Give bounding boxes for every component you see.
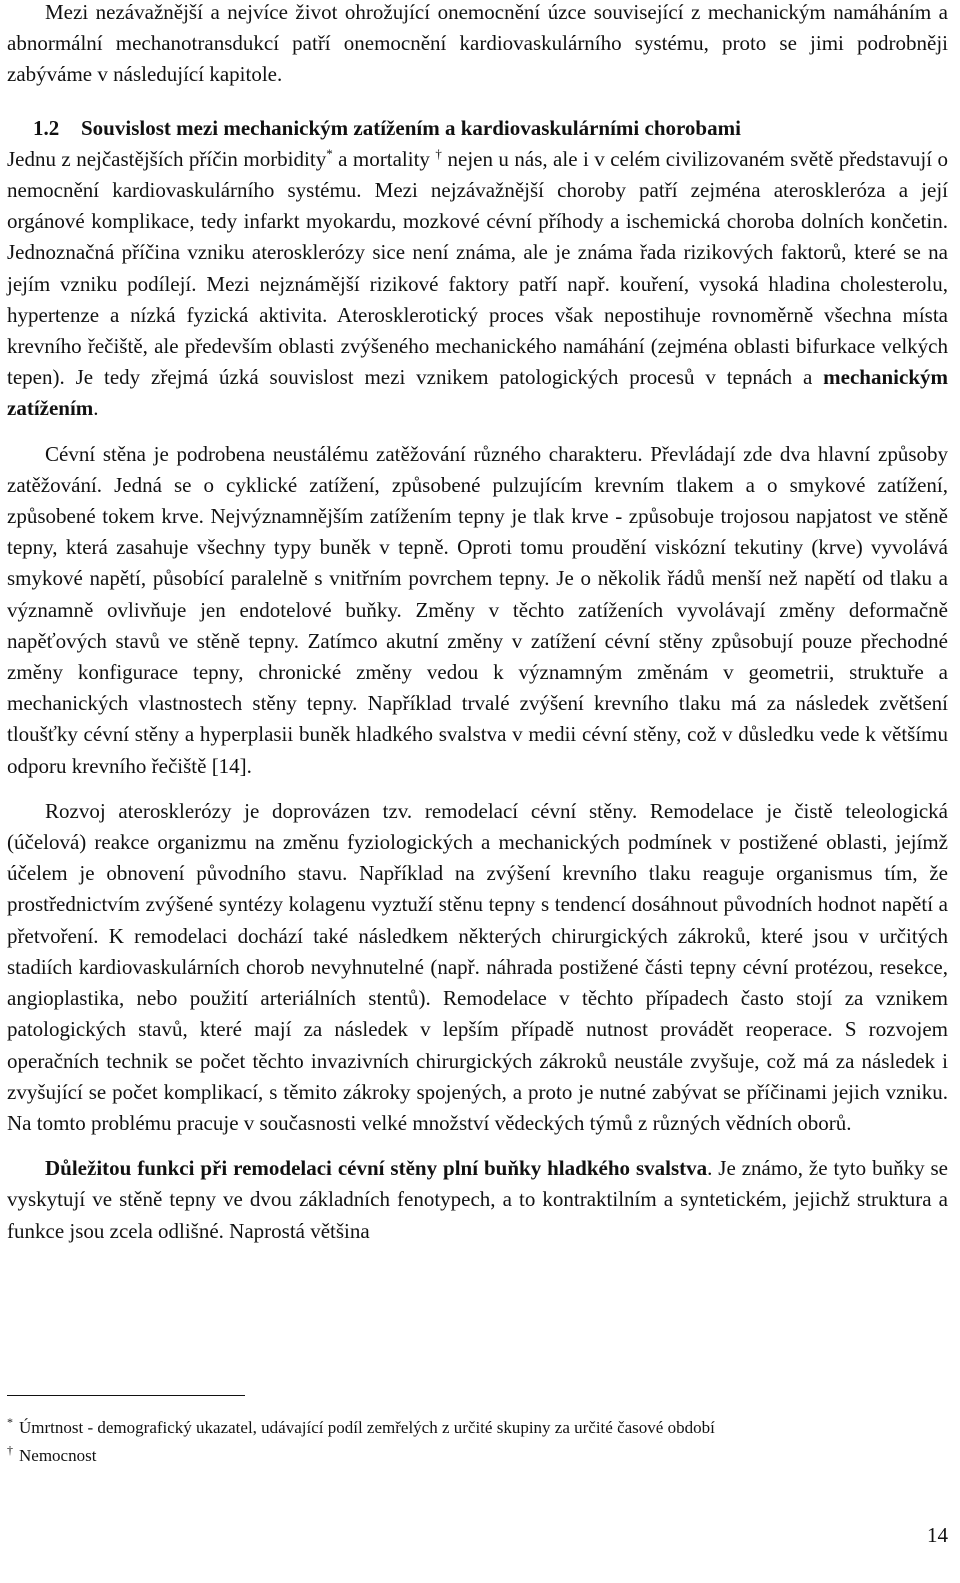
section-heading [7, 113, 948, 144]
paragraph-4 [7, 1153, 948, 1247]
footnotes [7, 1395, 948, 1470]
paragraph-3 [7, 796, 948, 1139]
paragraph-1-emphasis: mechanickým zatížením [7, 365, 948, 421]
footnote-ref-1: * [326, 145, 333, 161]
footnote-2-text: Nemocnost [19, 1446, 97, 1465]
footnote-ref-2: † [435, 145, 443, 161]
intro-paragraph [7, 0, 948, 91]
paragraph-1-text-a: Jednu z nejčastějších příčin morbidity [7, 146, 327, 171]
footnote-1-text: Úmrtnost - demografický ukazatel, udávající podíl zemřelých z určité skupiny za určité časové období [19, 1418, 715, 1437]
footnote-divider [7, 1395, 245, 1396]
footnote-2-mark: † [7, 1443, 13, 1457]
paragraph-1-end: . [93, 396, 99, 421]
page-number: 14 [927, 1523, 948, 1547]
paragraph-4-emphasis: Důležitou funkci při remodelaci cévní stěny plní buňky hladkého svalstva [45, 1156, 708, 1181]
paragraph-1-text-c: nejen u nás, ale i v celém civilizovaném světě představují o nemocnění kardiovaskulárního systému. Mezi nejzávažnější choroby patří zejména ateroskleróza a její orgánové komplikace, tedy infarkt myokardu, mozkové cévní příhody a ischemická choroba dolních končetin. Jednoznačná příčina vzniku aterosklerózy sice není známa, ale je známa řada rizikových faktorů, které se na jejím vzniku podílejí. Mezi nejznámější rizikové faktory patří např. kouření, vysoká hladina cholesterolu, hypertenze a nízká fyzická aktivita. Aterosklerotický proces však nepostihuje rovnoměrně všechna místa krevního řečiště, ale především oblasti zvýšeného mechanického namáhání (zejména oblasti bifurkace velkých tepen). Je tedy zřejmá úzká souvislost mezi vznikem patologických procesů v tepnách a [7, 146, 949, 390]
section-number: 1.2 [33, 115, 60, 140]
paragraph-4-text: . Je známo, že tyto buňky se vyskytují ve stěně tepny ve dvou základních fenotypech, a to kontraktilním a syntetickém, jejichž struktura a funkce jsou zcela odlišné. Naprostá většina [7, 1156, 949, 1243]
paragraph-1 [7, 144, 948, 425]
footnote-2 [7, 1442, 948, 1470]
intro-text: Mezi nezávažnější a nejvíce život ohrožující onemocnění úzce související z mechanickým namáháním a abnormální mechanotransdukcí patří onemocnění kardiovaskulárního systému, proto se jimi podrobněji zabýváme v následující kapitole. [7, 0, 948, 87]
paragraph-3-text: Rozvoj aterosklerózy je doprovázen tzv. remodelací cévní stěny. Remodelace je čistě teleologická (účelová) reakce organizmu na změnu fyziologických a mechanických podmínek v postižené oblasti, jejímž účelem je obnovení původního stavu. Například na zvýšení krevního tlaku reaguje organismus tím, že prostřednictvím zvýšené syntézy kolagenu vyztuží stěnu tepny s tendencí dosáhnout původních hodnot napětí a přetvoření. K remodelaci dochází také následkem některých chirurgických zákroků, které jsou v určitých stadiích kardiovaskulárních chorob nevyhnutelné (např. náhrada postižené části tepny cévní protézou, resekce, angioplastika, nebo použití arteriálních stentů). Remodelace v těchto případech často stojí za vznikem patologických stavů, které mají za následek v lepším případě nutnost provádět reoperace. S rozvojem operačních technik se počet těchto invazivních chirurgických zákroků neustále zvyšuje, což má za následek i zvyšující se počet komplikací, s těmito zákroky spojených, a proto je nutné zabývat se příčinami jejich vzniku. Na tomto problému pracuje v současnosti velké množství vědeckých týmů z různých vědních oborů. [7, 798, 948, 1135]
paragraph-2-text: Cévní stěna je podrobena neustálému zatěžování různého charakteru. Převládají zde dva hlavní způsoby zatěžování. Jedná se o cyklické zatížení, způsobené pulzujícím krevním tlakem a o smykové zatížení, způsobené tokem krve. Nejvýznamnějším zatížením tepny je tlak krve - způsobuje trojosou napjatost ve stěně tepny, která zasahuje všechny typy buněk v tepně. Oproti tomu proudění viskózní tekutiny (krve) vyvolává smykové napětí, působící paralelně s vnitřním povrchem tepny. Je o několik řádů menší než napětí od tlaku a významně ovlivňuje jen endotelové buňky. Změny v těchto zatíženích vyvolávají změny deformačně napěťových stavů ve stěně tepny. Zatímco akutní změny v zatížení cévní stěny způsobují pouze přechodné změny konfigurace tepny, chronické změny vedou k významným změnám v geometrii, struktuře a mechanických vlastnostech stěny tepny. Například trvalé zvýšení krevního tlaku má za následek zvětšení tloušťky cévní stěny a hyperplasii buněk hladkého svalstva v medii cévní stěny, což v důsledku vede k většímu odporu krevního řečiště [14]. [7, 441, 948, 778]
footnote-1 [7, 1414, 948, 1442]
section-title: Souvislost mezi mechanickým zatížením a kardiovaskulárními chorobami [81, 115, 741, 140]
footnote-1-mark: * [7, 1415, 13, 1429]
paragraph-2 [7, 439, 948, 782]
body-text [7, 0, 948, 1247]
paragraph-1-text-b: a mortality [332, 146, 430, 171]
